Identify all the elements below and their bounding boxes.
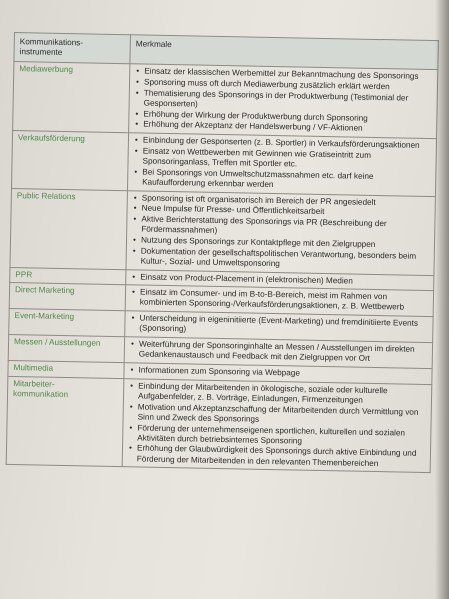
row-category: Messen / Ausstellungen: [8, 335, 124, 363]
feature-list: [134, 67, 433, 136]
header-instruments: Kommunikations- instrumente: [14, 33, 131, 65]
row-category: Mitarbeiter- kommunikation: [6, 376, 124, 467]
feature-list: [131, 288, 429, 314]
table-row: [10, 188, 435, 275]
feature-item: • Erhöhung der Akzeptanz der Handelswerbung / VF-Aktionen: [143, 120, 432, 136]
feature-item: • Förderung der unternehmenseigenen sportlichen, kulturellen und sozialen Aktivitäten durch betriebsinternes Sponsoring: [137, 423, 426, 449]
feature-item: • Einsatz im Consumer- und im B-to-B-Bereich, meist im Rahmen von kombinierten Sponsoring-/Verkaufsförderungsaktionen, z. B. Wettbewerb: [140, 288, 429, 314]
feature-item: • Motivation und Akzeptanzschaffung der Mitarbeitenden durch Vermittlung von Sinn und Zweck des Sponsorings: [138, 402, 427, 428]
feature-item: • Thematisierung des Sponsorings in der Produktwerbung (Testimonial der Gesponserten): [144, 88, 433, 114]
row-features: [122, 378, 432, 473]
header-features: Merkmale: [130, 35, 439, 70]
row-category: Direct Marketing: [9, 283, 125, 311]
table-row: [6, 376, 432, 473]
feature-list: [128, 381, 428, 470]
table-row: [13, 62, 438, 139]
feature-item: • Einsatz der klassischen Werbemittel zur Bekanntmachung des Sponsorings: [144, 67, 433, 83]
row-features: [129, 64, 438, 139]
feature-item: • Sponsoring ist oft organisatorisch im Bereich der PR angesiedelt: [142, 193, 431, 209]
feature-item: • Weiterführung der Sponsoringinhalte an Messen / Ausstellungen im direkten Gedankenaustausch und Feedback mit den Zielgruppen vor Ort: [139, 340, 428, 366]
feature-item: • Einbindung der Mitarbeitenden in ökologische, soziale oder kulturelle Aufgabenfelder, z. B. Vorträge, Einladungen, Firmenzeitungen: [138, 381, 427, 407]
feature-item: • Erhöhung der Wirkung der Produktwerbung durch Sponsoring: [143, 109, 432, 125]
page-gutter-shadow: [435, 0, 449, 599]
feature-item: • Aktive Berichterstattung des Sponsorings via PR (Beschreibung der Fördermassnahmen): [141, 215, 430, 241]
table-body: [6, 62, 438, 473]
feature-item: • Sponsoring muss oft durch Mediawerbung zusätzlich erklärt werden: [144, 78, 433, 94]
feature-list: [132, 193, 431, 272]
row-category: Multimedia: [8, 360, 124, 378]
feature-item: • Bei Sponsorings von Umweltschutzmassnahmen etc. darf keine Kaufaufforderung erkennbar werden: [142, 167, 431, 193]
row-category: PPR: [10, 267, 126, 285]
table-row: [12, 131, 437, 197]
row-features: [127, 133, 436, 196]
row-features: [126, 190, 435, 275]
feature-item: • Einsatz von Wettbewerben mit Gewinnen wie Gratiseintritt zum Sponsoringanlass, Treffen mit Sportler etc.: [142, 146, 431, 172]
feature-item: • Dokumentation der gesellschaftspolitischen Verantwortung, besonders beim Kultur-, Sozial- und Umweltsponsoring: [141, 246, 430, 272]
feature-item: • Unterscheidung in eigeninitiierte (Event-Marketing) und fremdinitiierte Events (Sponsoring): [139, 314, 428, 340]
feature-item: • Einbindung der Gesponserten (z. B. Sportler) in Verkaufsförderungsaktionen: [143, 136, 432, 152]
row-category: Mediawerbung: [13, 62, 130, 133]
feature-item: • Erhöhung der Glaubwürdigkeit des Sponsorings durch aktive Einbindung und Förderung der Mitarbeitenden in den relevanten Themenbereichen: [137, 444, 426, 470]
feature-list: [130, 313, 428, 339]
feature-item: • Nutzung des Sponsorings zur Kontaktpflege mit den Zielgruppen: [141, 235, 430, 251]
row-category: Public Relations: [10, 188, 127, 269]
communication-instruments-table: [6, 32, 439, 473]
feature-item: • Informationen zum Sponsoring via Webpage: [138, 365, 427, 381]
feature-list: [133, 135, 432, 193]
row-category: Verkaufsförderung: [12, 131, 129, 191]
row-category: Event-Marketing: [9, 309, 125, 337]
feature-item: • Neue Impulse für Presse- und Öffentlichkeitsarbeit: [142, 204, 431, 220]
feature-list: [130, 339, 428, 365]
feature-item: • Einsatz von Product-Placement in (elektronischen) Medien: [140, 272, 429, 288]
